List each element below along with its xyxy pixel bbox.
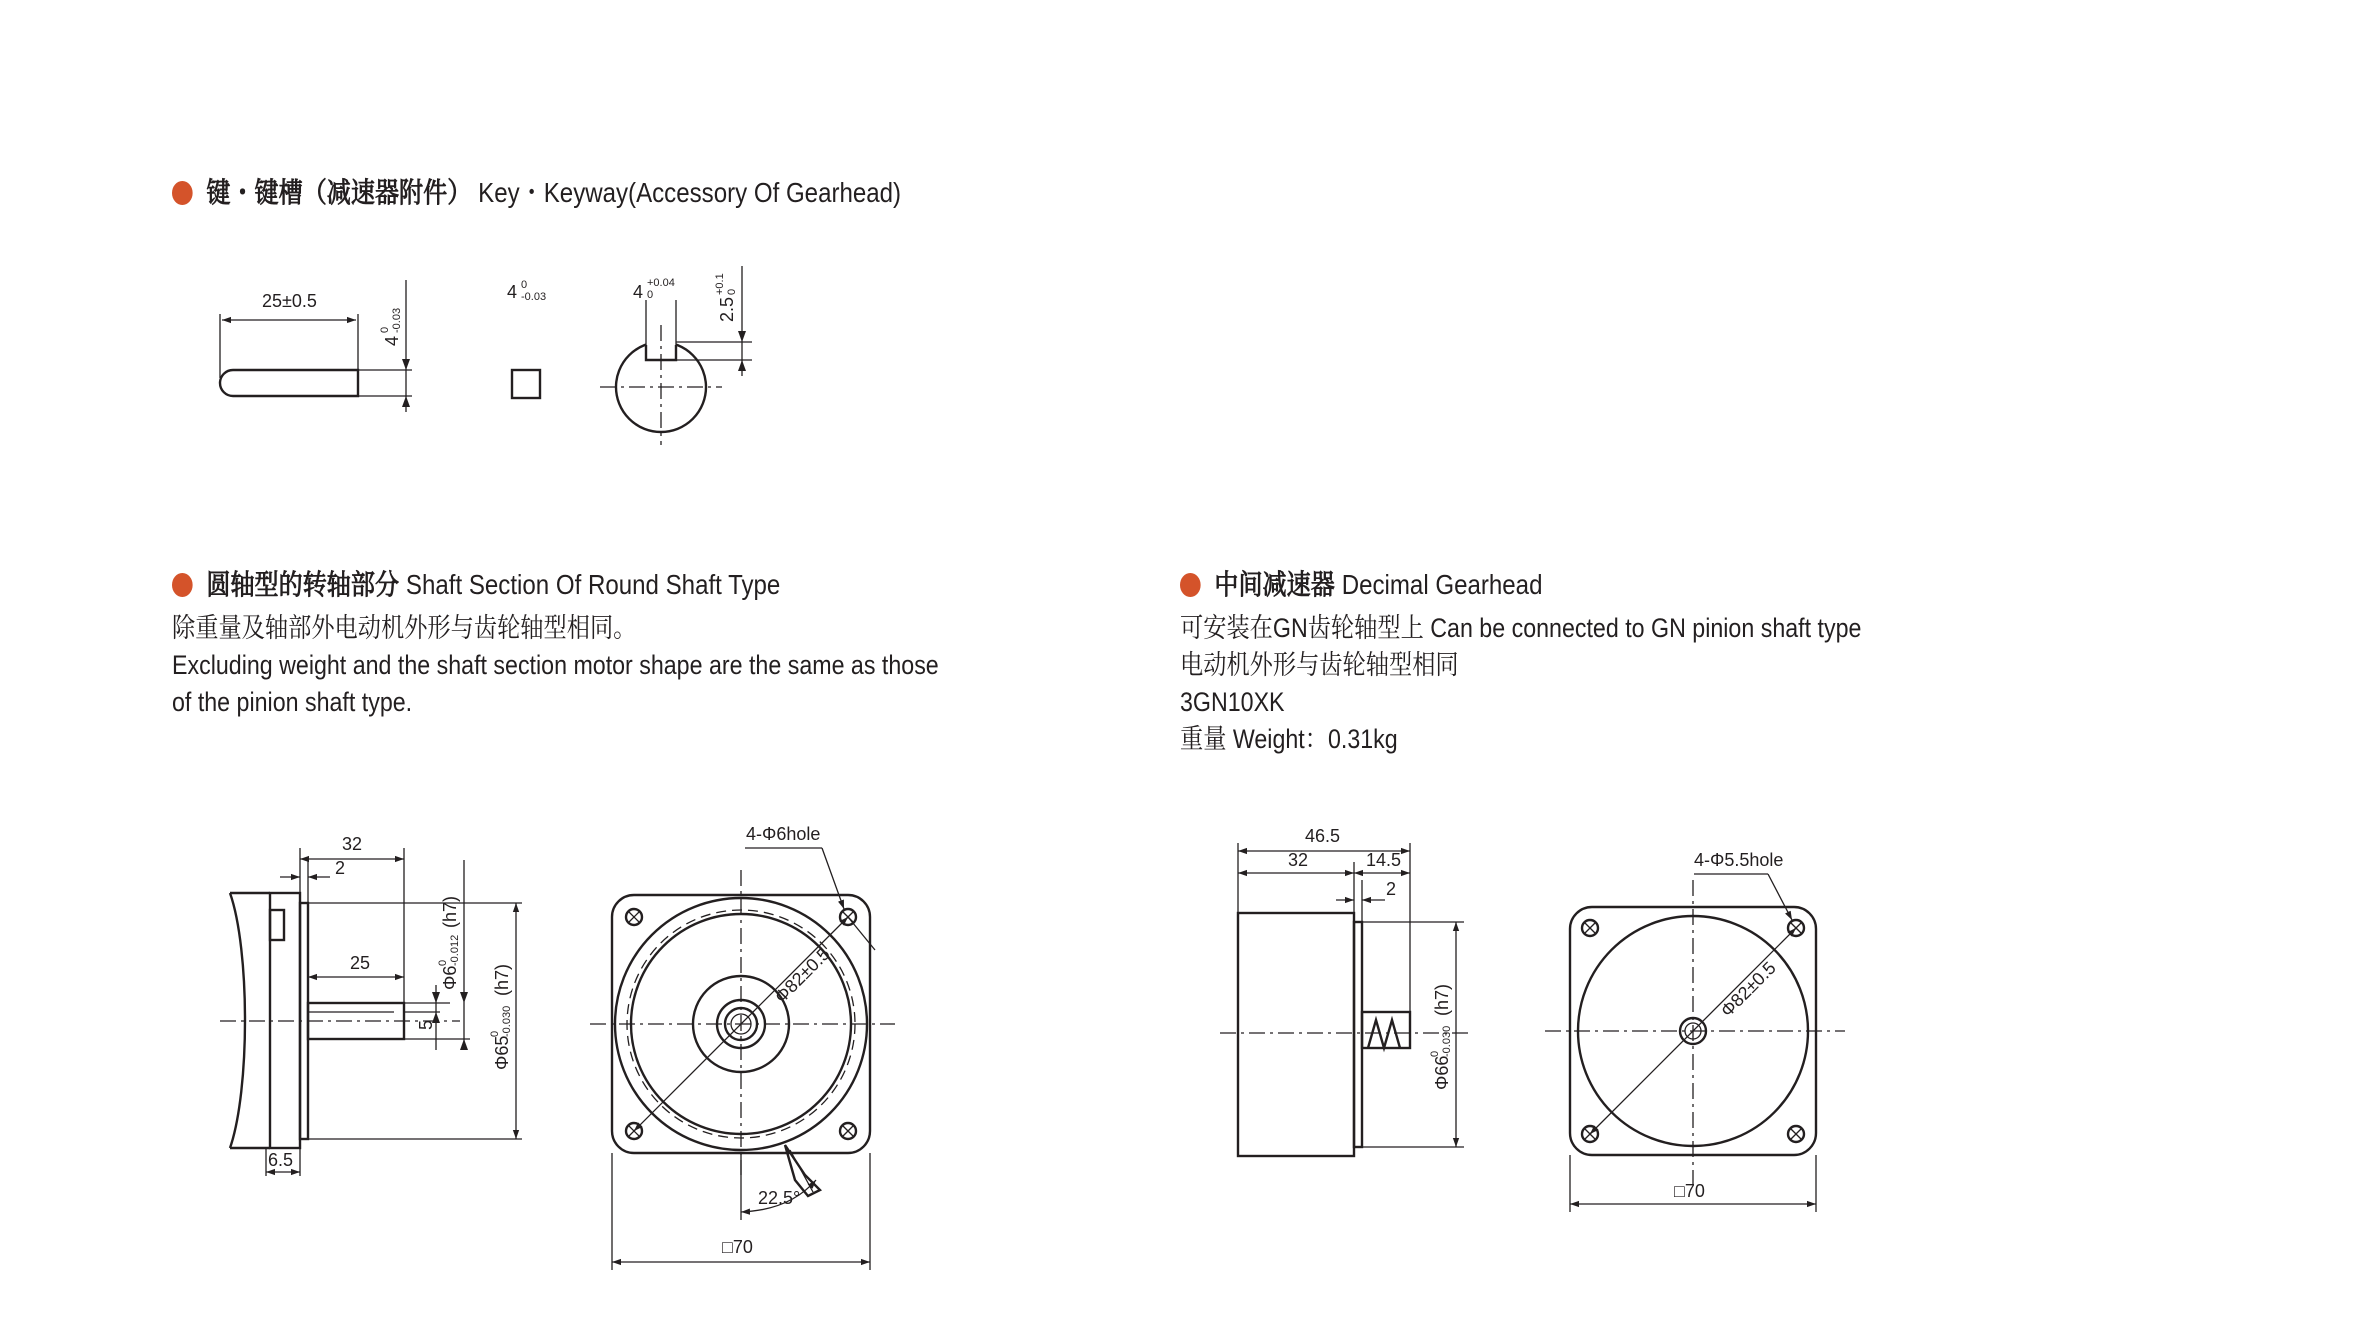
keyway-depth-label: 2.5 xyxy=(717,296,737,322)
key-section-title-en: Key・Keyway(Accessory Of Gearhead) xyxy=(478,177,902,208)
keyway-width-tol-lower: 0 xyxy=(647,289,654,301)
description-line: Excluding weight and the shaft section motor shape are the same as those xyxy=(172,650,939,680)
key-section-title-zh: 键・键槽（减速器附件） xyxy=(206,177,472,208)
key-height-tol-upper: 0 xyxy=(379,326,391,333)
round-shaft-dia-label: Φ6 xyxy=(440,965,460,990)
round-shaft-dia-fit: (h7) xyxy=(440,895,460,928)
description-line: 3GN10XK xyxy=(1180,687,1285,717)
gear-holes-label: 4-Φ5.5hole xyxy=(1694,850,1784,870)
keyway-width-label: 4 xyxy=(633,282,644,302)
key-height-tol-lower: -0.03 xyxy=(391,307,403,333)
round-pcd-label: Φ82±0.5 xyxy=(770,943,834,1007)
description-line: of the pinion shaft type. xyxy=(172,687,413,717)
gearhead-front-view xyxy=(1545,850,1845,1212)
gear-pilot-dia-tol-lower: -0.030 xyxy=(1441,1025,1453,1057)
keyway-depth-tol-upper: +0.1 xyxy=(714,273,726,295)
gear-pilot-dia-label: Φ66 xyxy=(1432,1055,1452,1090)
key-drawing xyxy=(220,280,412,412)
round-overall-label: 32 xyxy=(342,834,363,854)
gear-pilot-dia-fit: (h7) xyxy=(1432,983,1452,1016)
description-line: 除重量及轴部外电动机外形与齿轮轴型相同。 xyxy=(172,613,637,643)
round-shaft-length-label: 25 xyxy=(350,953,371,973)
description-line: 可安装在GN齿轮轴型上 Can be connected to GN pinion shaft type xyxy=(1180,613,1862,643)
gear-square-label: □70 xyxy=(1674,1181,1705,1201)
key-width-label: 4 xyxy=(507,282,518,302)
key-width-tol-upper: 0 xyxy=(521,279,528,291)
description-line: 重量 Weight：0.31kg xyxy=(1180,724,1398,754)
round-flat-label: 5 xyxy=(416,1019,436,1030)
keyway-drawing xyxy=(600,266,752,445)
round-pilot-dia-fit: (h7) xyxy=(492,963,512,996)
key-end-view xyxy=(507,279,546,398)
keyway-width-tol-upper: +0.04 xyxy=(647,277,675,289)
round-pilot-dia-tol-upper: 0 xyxy=(489,1030,501,1037)
key-length-label: 25±0.5 xyxy=(262,291,317,311)
gearhead-side-view xyxy=(1220,826,1470,1156)
gear-boss-label: 14.5 xyxy=(1366,850,1402,870)
round-shaft-side-view xyxy=(220,834,522,1176)
gear-pilot-dia-tol-upper: 0 xyxy=(1429,1050,1441,1057)
description-line: 电动机外形与齿轮轴型相同 xyxy=(1180,650,1459,680)
round-flange-label: 6.5 xyxy=(268,1150,294,1170)
gear-overall-label: 46.5 xyxy=(1305,826,1341,846)
gear-body-label: 32 xyxy=(1288,850,1309,870)
gear-pcd-label: Φ82±0.5 xyxy=(1716,957,1780,1021)
round-shaft-dia-tol-upper: 0 xyxy=(437,959,449,966)
keyway-depth-tol-lower: 0 xyxy=(726,288,738,295)
round-step-label: 2 xyxy=(335,858,346,878)
round-shaft-title-en: Shaft Section Of Round Shaft Type xyxy=(405,569,781,600)
key-height-label: 4 xyxy=(382,335,402,346)
key-outline xyxy=(220,370,358,396)
round-shaft-dia-tol-lower: -0.012 xyxy=(449,934,461,966)
round-lead-angle-label: 22.5° xyxy=(758,1188,801,1208)
round-square-label: □70 xyxy=(722,1237,753,1257)
decimal-gearhead-title-en: Decimal Gearhead xyxy=(1341,569,1543,600)
decimal-gearhead-title-zh: 中间减速器 xyxy=(1214,569,1335,600)
round-pilot-dia-label: Φ65 xyxy=(492,1035,512,1070)
key-width-tol-lower: -0.03 xyxy=(521,291,547,303)
round-holes-label: 4-Φ6hole xyxy=(746,824,821,844)
round-shaft-front-view xyxy=(590,824,895,1270)
round-pilot-dia-tol-lower: -0.030 xyxy=(501,1005,513,1037)
round-shaft-title-zh: 圆轴型的转轴部分 xyxy=(206,569,400,600)
gear-step-label: 2 xyxy=(1386,879,1397,899)
